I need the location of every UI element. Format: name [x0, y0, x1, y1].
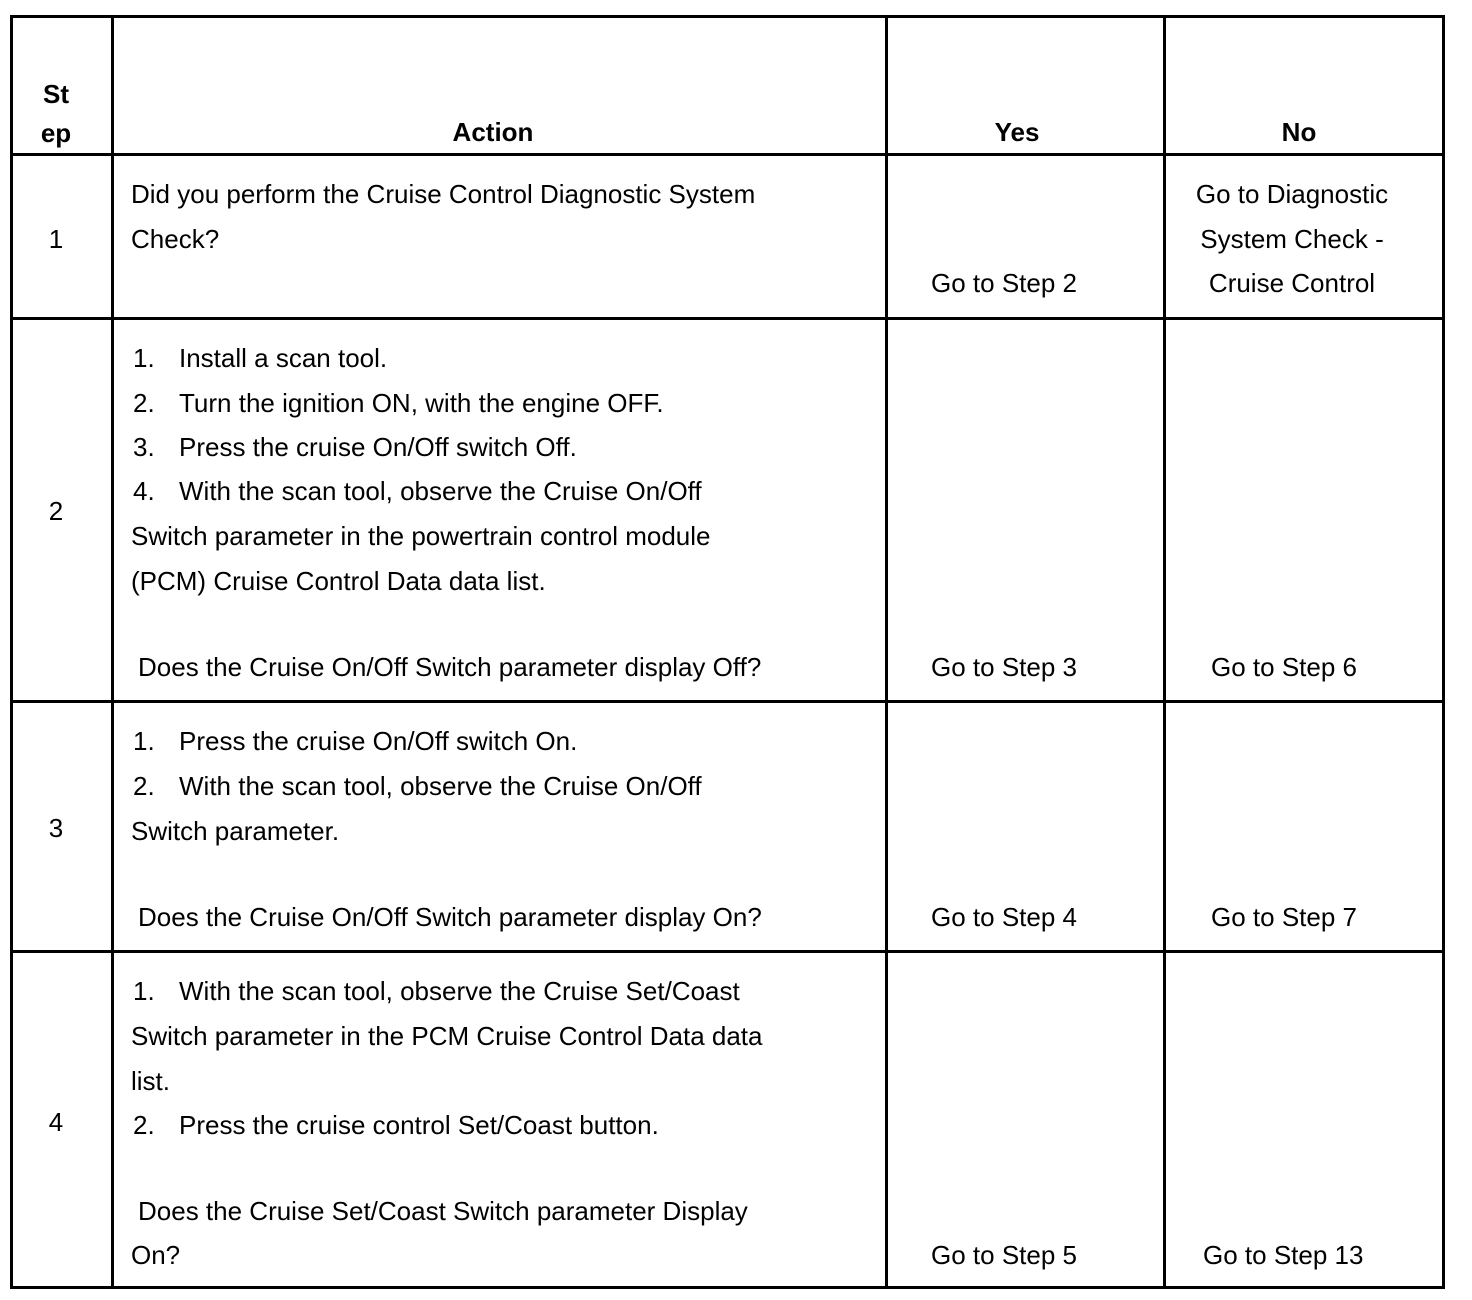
no-result: Go to Step 7	[1211, 902, 1357, 932]
header-step: St	[43, 79, 69, 109]
list-item: Install a scan tool.	[179, 343, 388, 373]
list-item: With the scan tool, observe the Cruise On/Off	[179, 476, 702, 506]
row-divider	[13, 153, 1442, 156]
list-number: 2.	[133, 1110, 155, 1140]
list-item: Press the cruise On/Off switch Off.	[179, 432, 577, 462]
list-number: 1.	[133, 343, 155, 373]
step-number: 3	[48, 813, 64, 843]
action-text: Switch parameter in the powertrain control module	[131, 521, 711, 551]
list-item: Press the cruise control Set/Coast button.	[179, 1110, 659, 1140]
column-divider	[885, 18, 888, 1286]
diagnostic-table	[10, 15, 1445, 1289]
no-result: Go to Diagnostic	[1195, 179, 1389, 209]
no-result: Go to Step 13	[1203, 1240, 1364, 1270]
question-text: Does the Cruise Set/Coast Switch parameter Display	[138, 1196, 748, 1226]
column-divider	[111, 18, 114, 1286]
list-item: With the scan tool, observe the Cruise On/Off	[179, 771, 702, 801]
no-result: System Check -	[1200, 224, 1384, 254]
yes-result: Go to Step 4	[931, 902, 1077, 932]
step-number: 4	[48, 1107, 64, 1137]
yes-result: Go to Step 3	[931, 652, 1077, 682]
column-divider	[1163, 18, 1166, 1286]
header-yes: Yes	[994, 117, 1040, 147]
action-text: Did you perform the Cruise Control Diagnostic System	[131, 179, 756, 209]
header-action: Action	[452, 117, 534, 147]
list-item: Press the cruise On/Off switch On.	[179, 726, 578, 756]
header-no: No	[1281, 117, 1317, 147]
yes-result: Go to Step 5	[931, 1240, 1077, 1270]
step-number: 1	[48, 224, 64, 254]
list-number: 2.	[133, 771, 155, 801]
list-number: 4.	[133, 476, 155, 506]
step-number: 2	[48, 496, 64, 526]
action-text: Check?	[131, 224, 220, 254]
list-number: 1.	[133, 976, 155, 1006]
row-divider	[13, 317, 1442, 320]
list-item: With the scan tool, observe the Cruise Set/Coast	[179, 976, 740, 1006]
question-text: Does the Cruise On/Off Switch parameter display Off?	[138, 652, 762, 682]
action-text: (PCM) Cruise Control Data data list.	[131, 566, 546, 596]
question-text: Does the Cruise On/Off Switch parameter display On?	[138, 902, 762, 932]
question-text: On?	[131, 1240, 181, 1270]
row-divider	[13, 950, 1442, 953]
no-result: Cruise Control	[1208, 268, 1376, 298]
list-number: 1.	[133, 726, 155, 756]
list-number: 2.	[133, 388, 155, 418]
list-item: Turn the ignition ON, with the engine OFF.	[179, 388, 664, 418]
no-result: Go to Step 6	[1211, 652, 1357, 682]
action-text: Switch parameter.	[131, 816, 340, 846]
row-divider	[13, 700, 1442, 703]
header-step: ep	[40, 118, 72, 148]
action-text: Switch parameter in the PCM Cruise Control Data data	[131, 1021, 763, 1051]
yes-result: Go to Step 2	[931, 268, 1077, 298]
action-text: list.	[131, 1066, 170, 1096]
list-number: 3.	[133, 432, 155, 462]
